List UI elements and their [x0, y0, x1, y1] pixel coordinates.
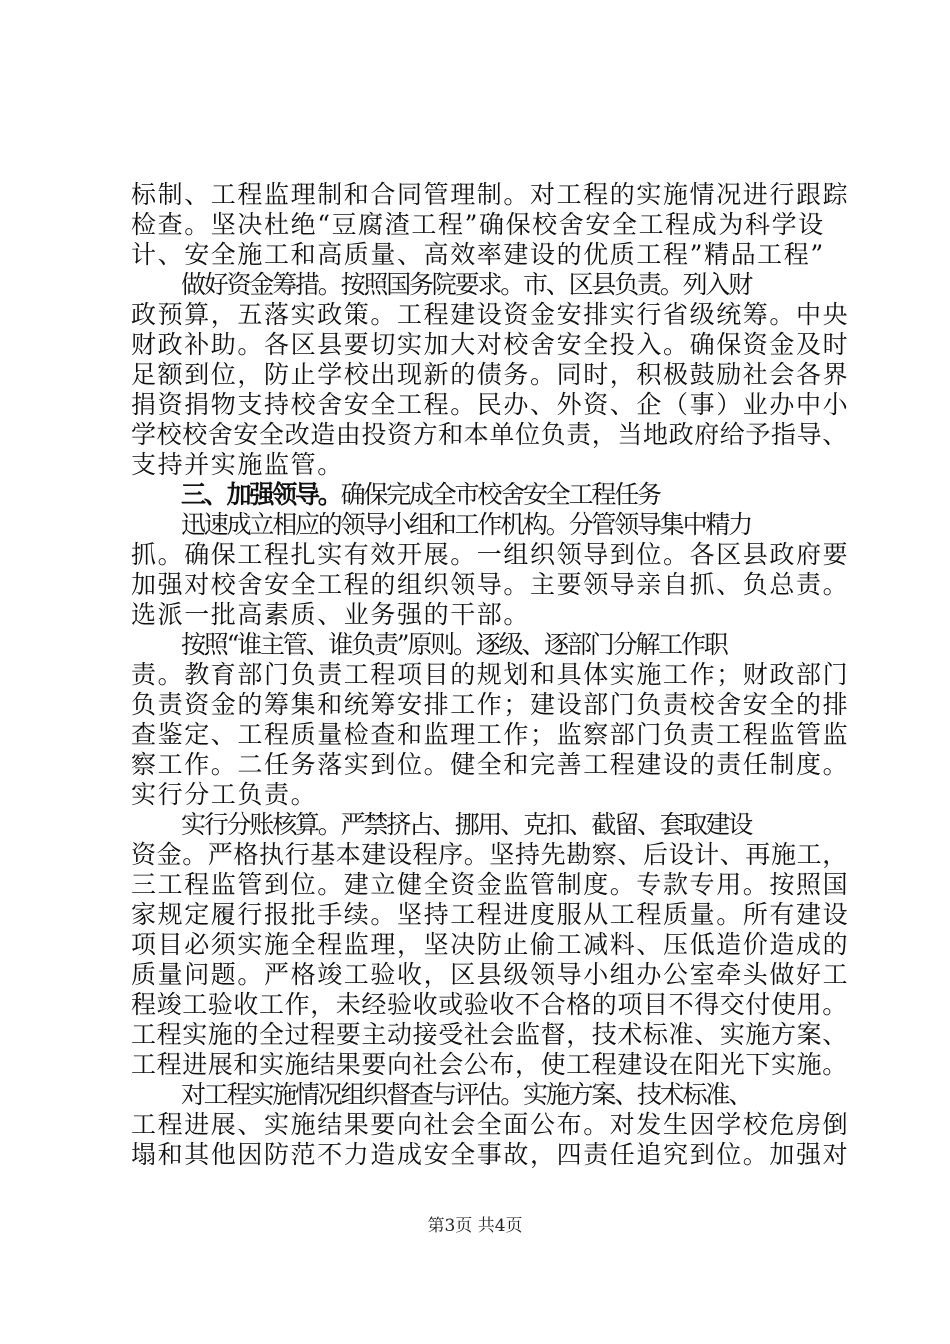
line-text: 足额到位，防止学校出现新的债务。同时，积极鼓励社会各界 — [131, 360, 850, 389]
line-text: 责。教育部门负责工程项目的规划和具体实施工作；财政部门 — [131, 660, 850, 689]
text-line — [131, 1020, 851, 1050]
line-text: 政预算，五落实政策。工程建设资金安排实行省级统筹。中央 — [131, 300, 850, 329]
line-text: 家规定履行报批手续。坚持工程进度服从工程质量。所有建设 — [131, 900, 850, 929]
text-line — [131, 330, 851, 360]
line-text: 捐资捐物支持校舍安全工程。民办、外资、企（事）业办中小 — [131, 390, 850, 419]
line-text: 抓。确保工程扎实有效开展。一组织领导到位。各区县政府要 — [131, 540, 850, 569]
text-line — [131, 870, 851, 900]
line-text: 对工程实施情况组织督查与评估。实施方案、技术标准、 — [181, 1080, 752, 1109]
text-line — [131, 240, 851, 270]
text-line — [131, 780, 851, 810]
text-line — [131, 720, 851, 750]
line-text: 质量问题。严格竣工验收，区县级领导小组办公室牵头做好工 — [131, 960, 850, 989]
text-line — [131, 690, 851, 720]
text-line — [131, 420, 851, 450]
line-text: 学校校舍安全改造由投资方和本单位负责，当地政府给予指导、 — [131, 420, 848, 449]
text-line — [131, 270, 901, 300]
line-text: 塌和其他因防范不力造成安全事故，四责任追究到位。加强对 — [131, 1140, 850, 1169]
line-text: 实行分账核算。严禁挤占、挪用、克扣、截留、套取建设 — [181, 810, 752, 839]
text-line — [131, 750, 851, 780]
text-line — [131, 180, 851, 210]
text-line — [131, 390, 851, 420]
line-text: 查鉴定、工程质量检查和监理工作；监察部门负责工程监管监 — [131, 720, 850, 749]
line-text: 三工程监管到位。建立健全资金监管制度。专款专用。按照国 — [131, 870, 850, 899]
text-line — [131, 210, 851, 240]
text-line — [131, 660, 851, 690]
line-text: 实行分工负责。 — [131, 780, 318, 809]
heading-rest: 确保完成全市校舍安全工程任务 — [340, 480, 660, 509]
text-line — [131, 1110, 851, 1140]
text-line — [131, 540, 851, 570]
text-line — [131, 1050, 851, 1080]
line-text: 检查。坚决杜绝“豆腐渣工程”确保校舍安全工程成为科学设 — [131, 210, 825, 239]
line-text: 项目必须实施全程监理，坚决防止偷工减料、压低造价造成的 — [131, 930, 850, 959]
text-line — [131, 960, 851, 990]
line-text: 计、安全施工和高质量、高效率建设的优质工程”精品工程” — [131, 240, 825, 269]
line-text: 按照“谁主管、谁负责”原则。逐级、逐部门分解工作职 — [181, 630, 727, 659]
line-text: 程竣工验收工作，未经验收或验收不合格的项目不得交付使用。 — [131, 990, 848, 1019]
line-text: 加强对校舍安全工程的组织领导。主要领导亲自抓、负总责。 — [131, 570, 850, 599]
text-line — [131, 600, 851, 630]
section-heading — [131, 480, 901, 510]
line-text: 支持并实施监管。 — [131, 450, 344, 479]
text-line — [131, 510, 901, 540]
line-text: 工程实施的全过程要主动接受社会监督，技术标准、实施方案、 — [131, 1020, 848, 1049]
text-line — [131, 300, 851, 330]
text-line — [131, 1140, 851, 1170]
line-text: 负责资金的筹集和统筹安排工作；建设部门负责校舍安全的排 — [131, 690, 850, 719]
text-line — [131, 990, 851, 1020]
heading-bold-part: 三、加强领导。 — [181, 480, 341, 509]
line-text: 标制、工程监理制和合同管理制。对工程的实施情况进行跟踪 — [131, 180, 850, 209]
text-line — [131, 1080, 901, 1110]
text-line — [131, 570, 851, 600]
line-text: 察工作。二任务落实到位。健全和完善工程建设的责任制度。 — [131, 750, 850, 779]
text-line — [131, 900, 851, 930]
text-line — [131, 840, 851, 870]
line-text: 资金。严格执行基本建设程序。坚持先勘察、后设计、再施工， — [131, 840, 848, 869]
line-text: 工程进展、实施结果要向社会全面公布。对发生因学校危房倒 — [131, 1110, 850, 1139]
text-line — [131, 450, 851, 480]
line-text: 财政补助。各区县要切实加大对校舍安全投入。确保资金及时 — [131, 330, 850, 359]
page-number-footer: 第3页 共4页 — [427, 1216, 523, 1236]
line-text: 工程进展和实施结果要向社会公布，使工程建设在阳光下实施。 — [131, 1050, 848, 1079]
text-line — [131, 360, 851, 390]
line-text: 选派一批高素质、业务强的干部。 — [131, 600, 531, 629]
text-line — [131, 630, 901, 660]
line-text: 迅速成立相应的领导小组和工作机构。分管领导集中精力 — [181, 510, 752, 539]
text-line — [131, 810, 901, 840]
line-text: 做好资金筹措。按照国务院要求。市、区县负责。列入财 — [181, 270, 752, 299]
text-line — [131, 930, 851, 960]
